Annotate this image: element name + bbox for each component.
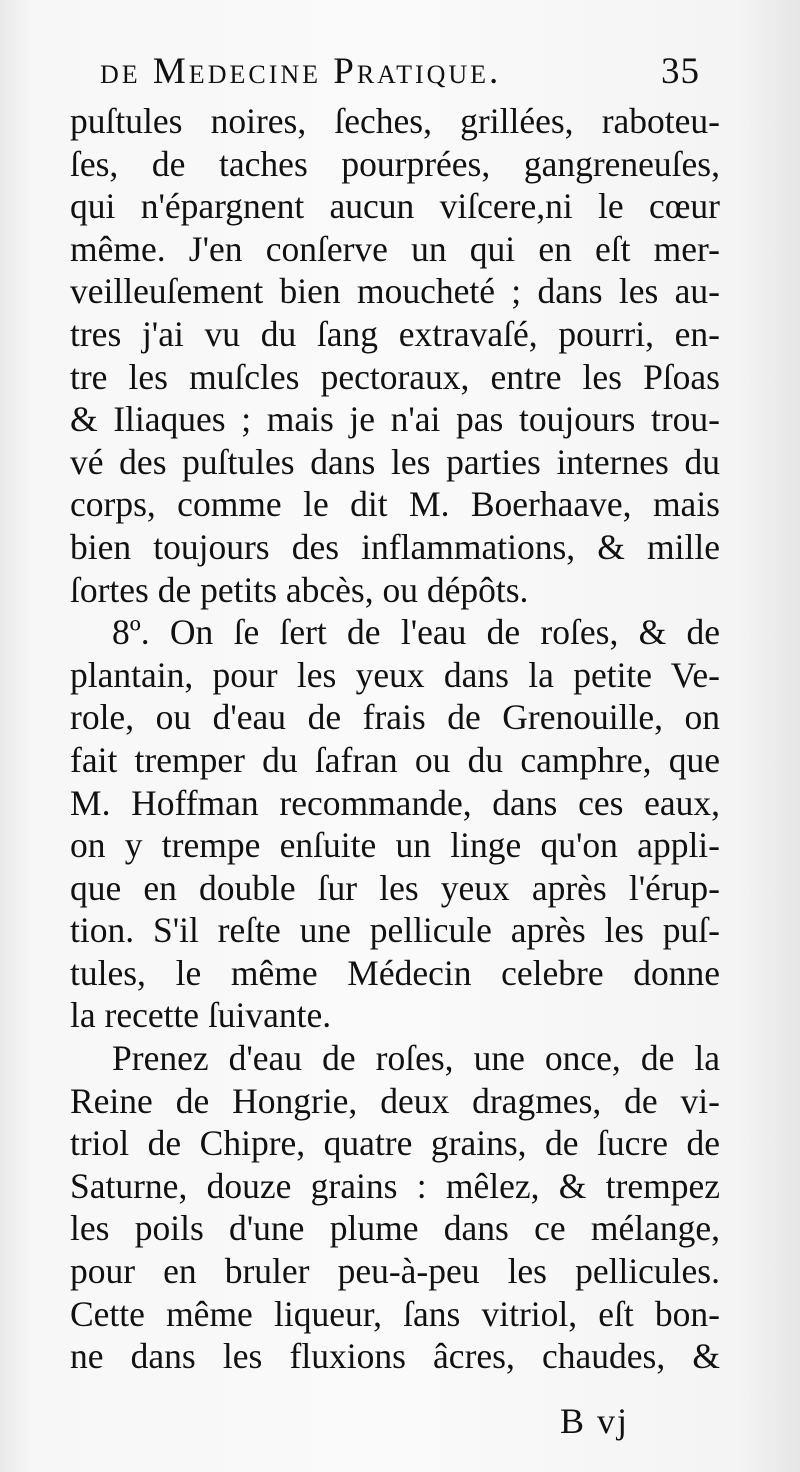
- running-head: [100, 50, 700, 100]
- text-line: ſes, de taches pourprées, gangreneuſes,: [70, 143, 720, 184]
- text-line: M. Hoffman recommande, dans ces eaux,: [70, 782, 720, 823]
- text-line: tres j'ai vu du ſang extravaſé, pourri, en-: [70, 313, 720, 354]
- text-line: Prenez d'eau de roſes, une once, de la: [112, 1038, 720, 1079]
- running-head-title: de Medecine Pratique.: [100, 51, 502, 92]
- text-line: corps, comme le dit M. Boerhaave, mais: [70, 484, 720, 525]
- text-line: on y trempe enſuite un linge qu'on appli-: [70, 825, 720, 866]
- text-line: bien toujours des inflammations, & mille: [70, 526, 720, 567]
- page-number: 35: [661, 51, 700, 92]
- text-line: qui n'épargnent aucun viſcere,ni le cœur: [70, 186, 720, 227]
- text-line: tre les muſcles pectoraux, entre les Pſoas: [70, 356, 720, 397]
- text-line: veilleuſement bien moucheté ; dans les au-: [70, 271, 720, 312]
- body-text: [70, 100, 720, 1378]
- text-line: vé des puſtules dans les parties internes du: [70, 441, 720, 482]
- text-line: Cette même liqueur, ſans vitriol, eſt bon-: [70, 1293, 720, 1334]
- text-line: triol de Chipre, quatre grains, de ſucre de: [70, 1123, 720, 1164]
- text-line: plantain, pour les yeux dans la petite Ve-: [70, 654, 720, 695]
- text-line: & Iliaques ; mais je n'ai pas toujours trou-: [70, 399, 720, 440]
- text-line: la recette ſuivante.: [70, 995, 332, 1036]
- text-line: 8º. On ſe ſert de l'eau de roſes, & de: [112, 612, 720, 653]
- text-line: puſtules noires, ſeches, grillées, raboteu-: [70, 101, 720, 141]
- text-line: tules, le même Médecin celebre donne: [70, 952, 720, 993]
- text-line: Saturne, douze grains : mêlez, & trempez: [70, 1165, 720, 1206]
- text-line: tion. S'il reſte une pellicule après les puſ-: [70, 910, 720, 951]
- text-line: que en double ſur les yeux après l'érup-: [70, 867, 720, 908]
- text-line: ſortes de petits abcès, ou dépôts.: [70, 569, 529, 610]
- text-line: ne dans les fluxions âcres, chaudes, &: [70, 1336, 720, 1377]
- signature-mark: B vj: [560, 1401, 630, 1441]
- text-line: role, ou d'eau de frais de Grenouille, on: [70, 697, 720, 738]
- text-line: les poils d'une plume dans ce mélange,: [70, 1208, 720, 1249]
- text-line: Reine de Hongrie, deux dragmes, de vi-: [70, 1080, 720, 1121]
- text-line: même. J'en conſerve un qui en eſt mer-: [70, 228, 720, 269]
- text-line: pour en bruler peu-à-peu les pellicules.: [70, 1251, 720, 1292]
- text-line: fait tremper du ſafran ou du camphre, que: [70, 739, 720, 780]
